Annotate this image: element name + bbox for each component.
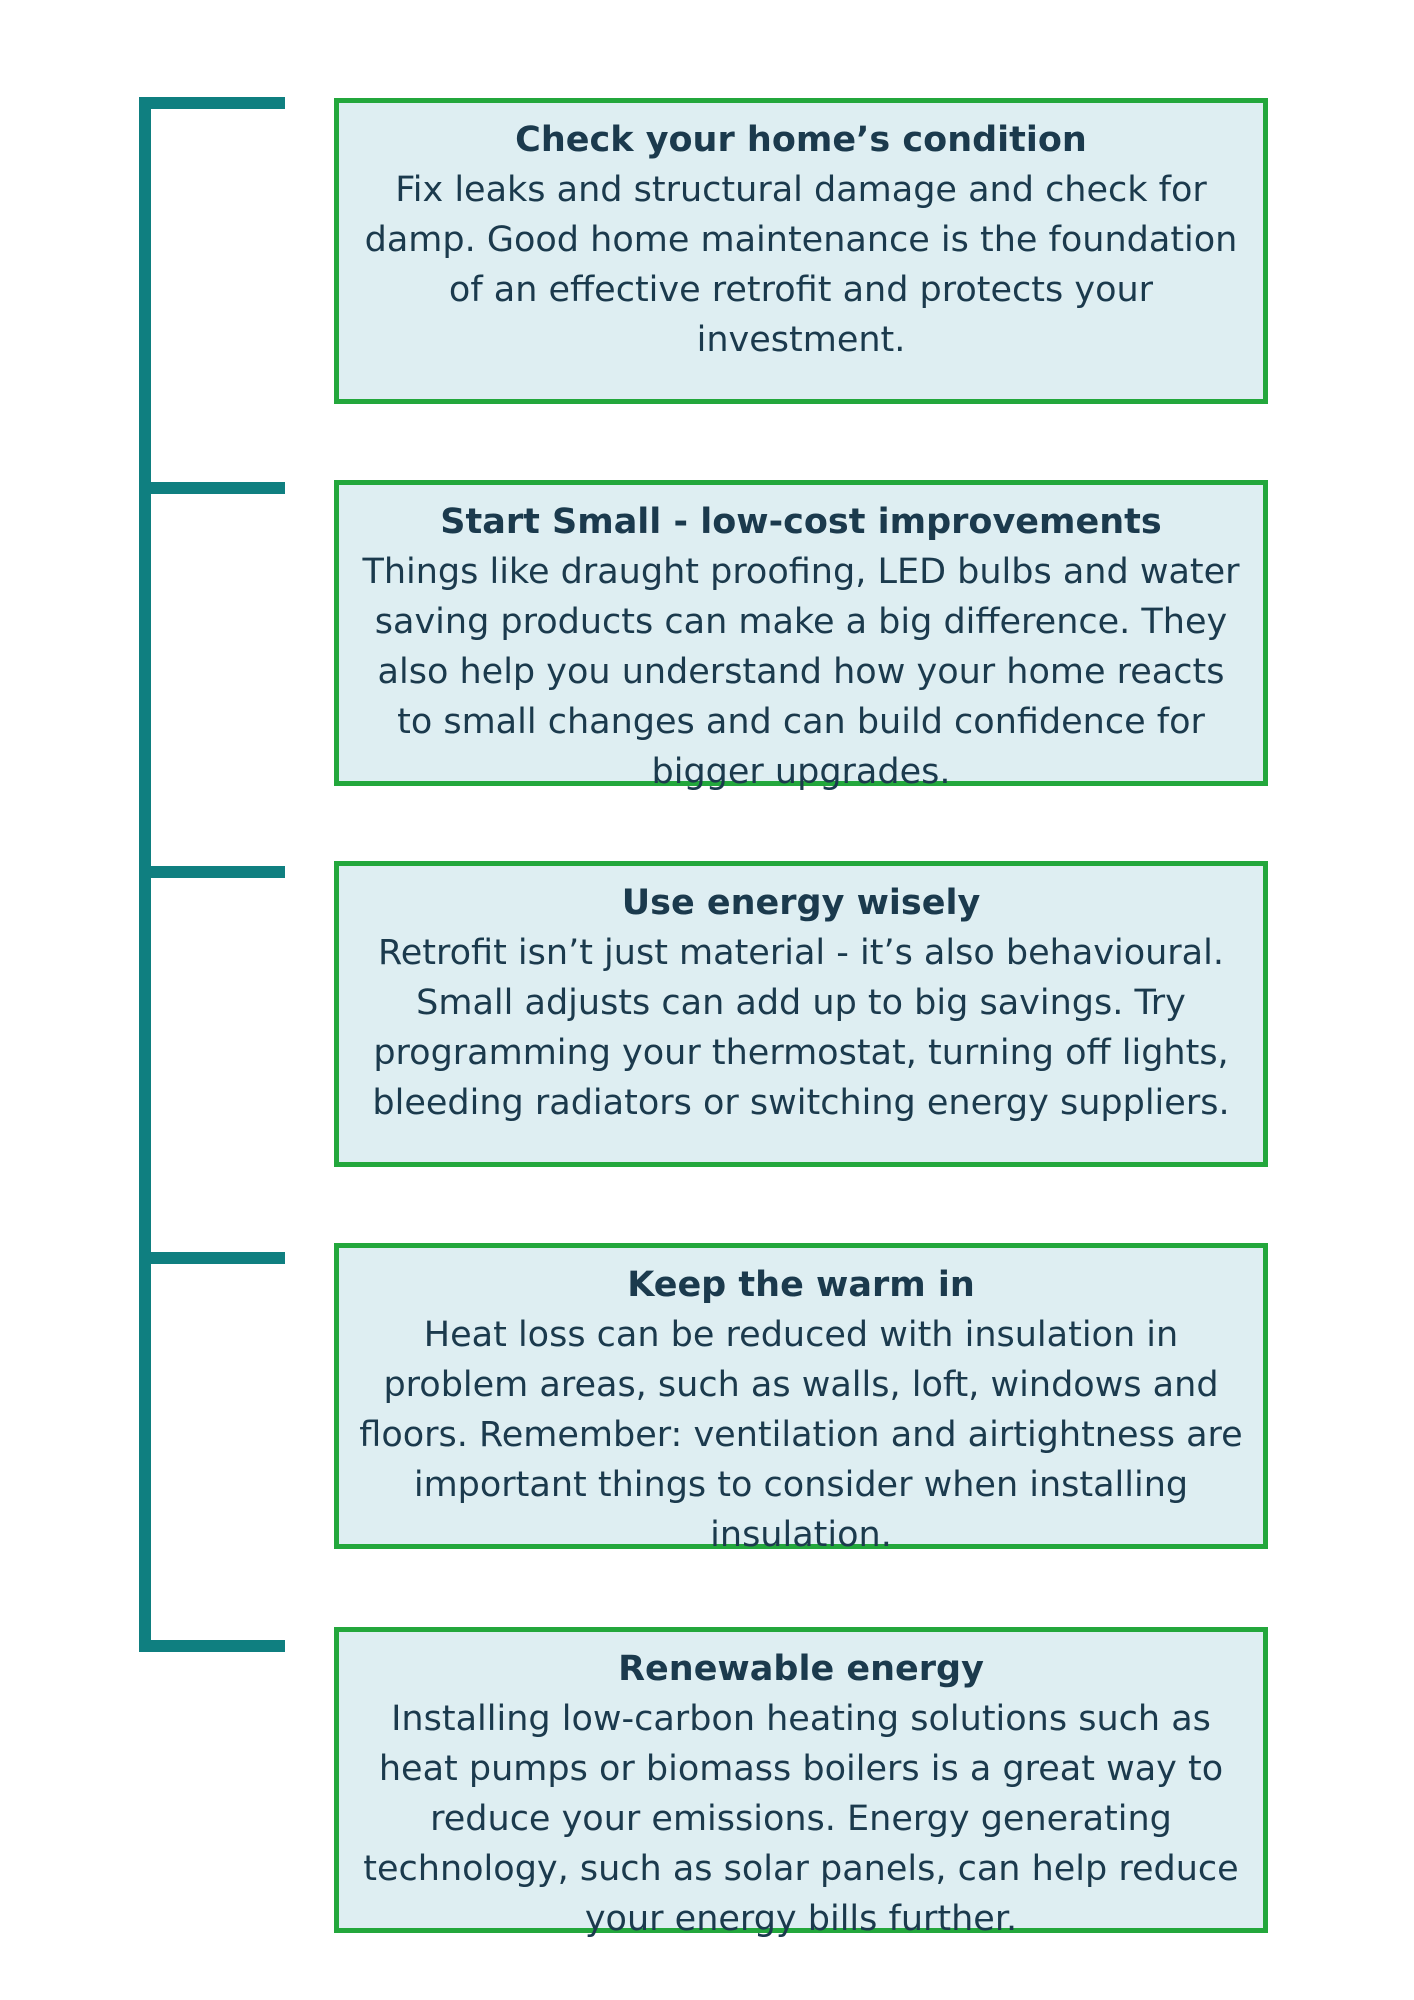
bracket-tick (139, 97, 285, 109)
step-body: Heat loss can be reduced with insulation in problem areas, such as walls, loft, windows and floors. Remember: ventilation and airtightness are important things to consider when installing insulation. (359, 1315, 1243, 1555)
bracket-tick (139, 866, 285, 878)
step-title: Check your home’s condition (515, 120, 1087, 160)
step-box-use-energy-wisely (334, 861, 1268, 1167)
step-box-start-small (334, 480, 1268, 792)
step-body: Retrofit isn’t just material - it’s also behavioural. Small adjusts can add up to big savings. Try programming your thermostat, turning off lights, bleeding radiators or switching energy suppliers. (372, 933, 1230, 1123)
step-body: Things like draught proofing, LED bulbs and water saving products can make a big difference. They also help you understand how your home reacts to small changes and can build confidence for bigger upgrades. (362, 552, 1240, 792)
bracket-tick (139, 482, 285, 494)
bracket-tick (139, 1640, 285, 1652)
step-title: Renewable energy (618, 1649, 984, 1689)
step-box-keep-warm-in (334, 1243, 1268, 1555)
step-title: Start Small - low-cost improvements (440, 502, 1162, 542)
step-title: Use energy wisely (621, 883, 981, 923)
step-box-check-condition (334, 98, 1268, 404)
step-body: Installing low-carbon heating solutions such as heat pumps or biomass boilers is a great way to reduce your emissions. Energy generating technology, such as solar panels, can help reduce your energy bills further. (363, 1699, 1239, 1939)
step-body: Fix leaks and structural damage and check for damp. Good home maintenance is the foundation of an effective retrofit and protects your investment. (364, 170, 1238, 360)
step-box-renewable-energy (334, 1627, 1268, 1939)
step-title: Keep the warm in (627, 1265, 975, 1305)
bracket-tick (139, 1252, 285, 1264)
